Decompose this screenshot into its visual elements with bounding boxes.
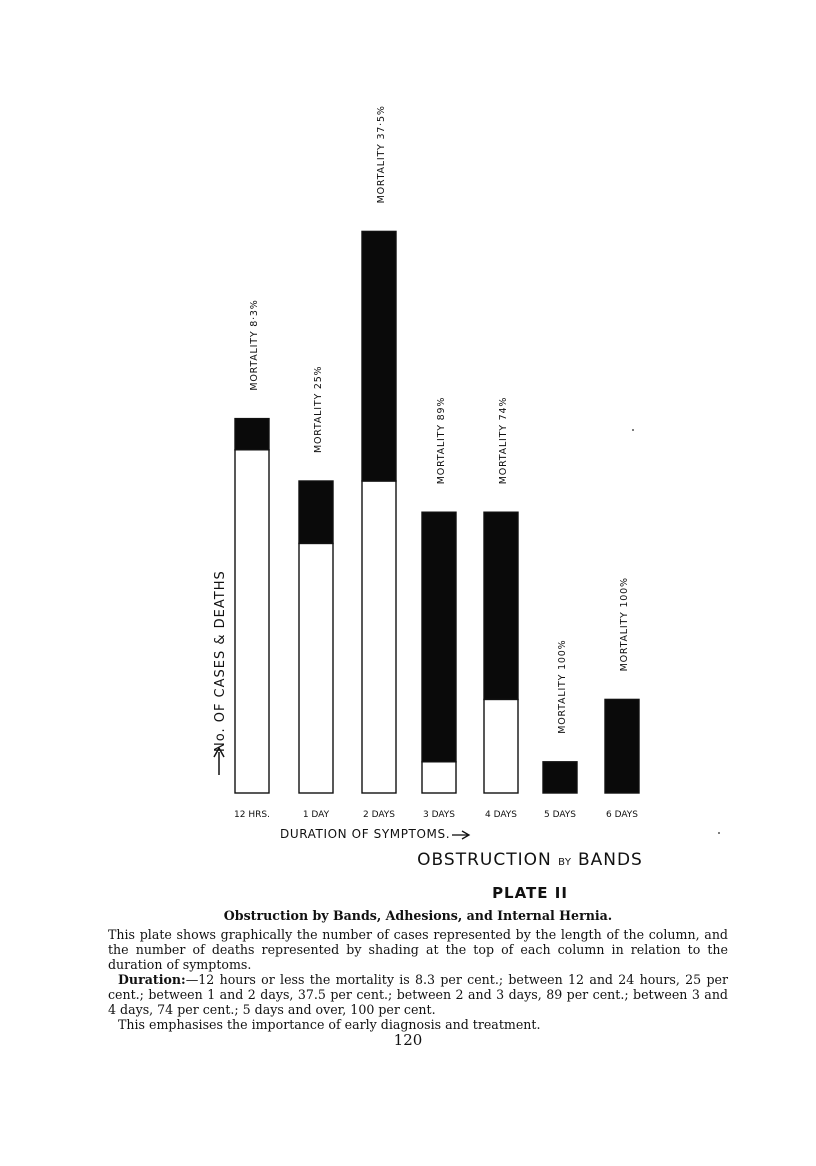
mortality-label-3: MORTALITY 37·5% bbox=[376, 105, 387, 204]
bar-deaths-3 bbox=[362, 231, 396, 481]
x-axis-label bbox=[280, 827, 469, 841]
bar-deaths-2 bbox=[299, 481, 333, 543]
chart-main-title bbox=[415, 850, 645, 870]
title-word-bands: BANDS bbox=[577, 850, 643, 870]
bar-cases-3 bbox=[362, 481, 396, 793]
category-label-3: 2 DAYS bbox=[362, 810, 396, 820]
category-label-1: 12 HRS. bbox=[234, 810, 270, 820]
caption-heading: Obstruction by Bands, Adhesions, and Internal Hernia. bbox=[223, 908, 613, 923]
speck bbox=[718, 832, 720, 834]
mortality-label-1: MORTALITY 8·3% bbox=[249, 299, 260, 391]
caption bbox=[108, 908, 728, 1032]
title-word-obstruction: OBSTRUCTION bbox=[417, 850, 552, 870]
caption-paragraph-1: This plate shows graphically the number of cases represented by the length of the column, and the number of deaths represented by shading at the top of each column in relation to the duration of symptoms. bbox=[108, 927, 728, 972]
bar-deaths-1 bbox=[235, 419, 269, 450]
bar-cases-4 bbox=[422, 762, 456, 793]
category-label-5: 4 DAYS bbox=[484, 810, 518, 820]
y-axis-label bbox=[213, 570, 228, 775]
title-word-by: BY bbox=[558, 857, 572, 868]
caption-paragraph-3: This emphasises the importance of early diagnosis and treatment. bbox=[118, 1017, 541, 1032]
bar-deaths-4 bbox=[422, 512, 456, 762]
category-label-2: 1 DAY bbox=[302, 810, 330, 820]
mortality-label-2: MORTALITY 25% bbox=[313, 365, 324, 453]
bar-deaths-5 bbox=[484, 512, 518, 699]
category-labels-group bbox=[234, 810, 638, 820]
duration-label: Duration: bbox=[118, 972, 186, 987]
bar-deaths-7 bbox=[605, 699, 639, 793]
y-axis-label-text: No. OF CASES & DEATHS bbox=[213, 570, 228, 752]
speck bbox=[632, 429, 634, 431]
category-label-6: 5 DAYS bbox=[543, 810, 577, 820]
bar-cases-1 bbox=[235, 450, 269, 793]
category-label-4: 3 DAYS bbox=[422, 810, 456, 820]
mortality-label-6: MORTALITY 100% bbox=[557, 639, 568, 734]
mortality-label-7: MORTALITY 100% bbox=[619, 577, 630, 672]
duration-text: —12 hours or less the mortality is 8.3 per cent.; between 12 and 24 hours, 25 per cent.; between 1 and 2 days, 37.5 per cent.; between 2 and 3 days, 89 per cent.; between 3 and 4 days, 74 per cent.; 5 days and over, 100 per cent. bbox=[108, 972, 728, 1017]
page-number: 120 bbox=[393, 1031, 423, 1049]
caption-paragraph-2 bbox=[108, 972, 728, 1017]
x-axis-label-text: DURATION OF SYMPTOMS. bbox=[280, 827, 451, 841]
bar-deaths-6 bbox=[543, 762, 577, 793]
bar-cases-2 bbox=[299, 543, 333, 793]
mortality-label-5: MORTALITY 74% bbox=[498, 396, 509, 485]
bars-group bbox=[235, 231, 639, 793]
mortality-label-4: MORTALITY 89% bbox=[436, 396, 447, 485]
plate-label: PLATE II bbox=[492, 884, 568, 902]
bar-cases-5 bbox=[484, 699, 518, 793]
category-label-7: 6 DAYS bbox=[605, 810, 639, 820]
